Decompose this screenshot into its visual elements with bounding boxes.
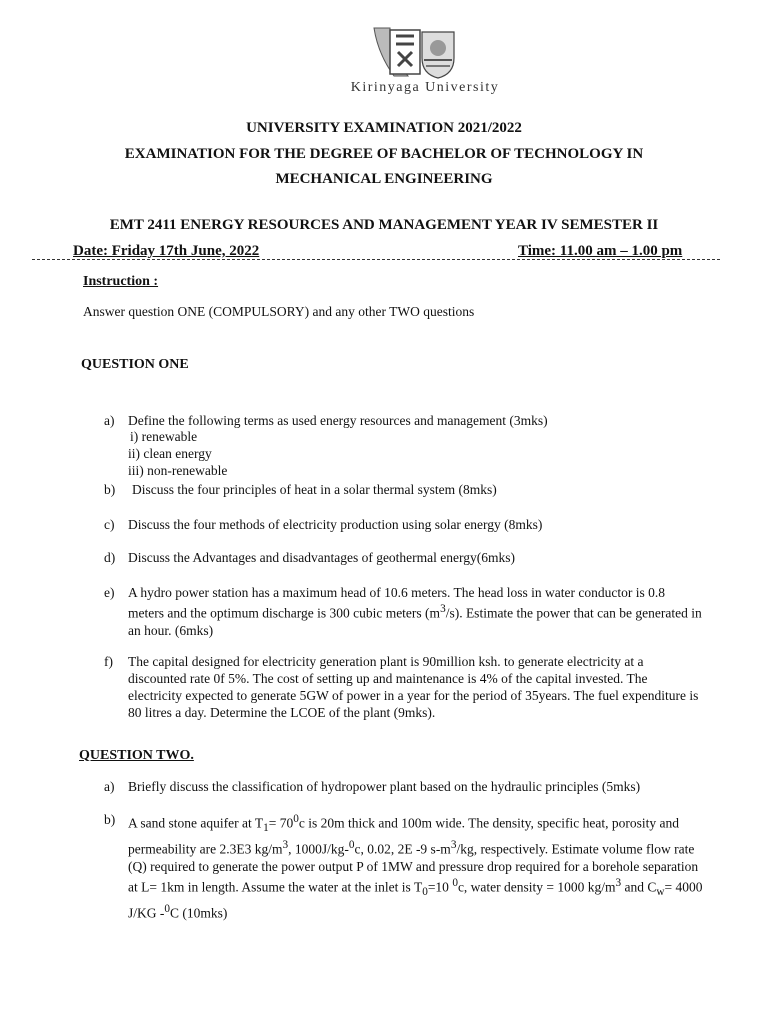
question-one-heading: QUESTION ONE: [81, 357, 189, 372]
item-label: e): [104, 585, 115, 600]
item-label: b): [104, 482, 116, 497]
item-text: Discuss the Advantages and disadvantages of geothermal energy(6mks): [128, 550, 516, 565]
degree-line-1: EXAMINATION FOR THE DEGREE OF BACHELOR OF TECHNOLOGY IN: [124, 146, 644, 162]
university-crest-icon: [368, 24, 460, 82]
item-text: The capital designed for electricity generation plant is 90million ksh. to generate electricity at a discounted rate 0f 5%. The cost of setting up and maintenance is 4% of the capital invested. The electricity expected to generate 5GW of power in a year for the period of 35years. The fuel expenditure is 80 litres a day. Determine the LCOE of the plant (9mks).: [128, 654, 699, 720]
item-label: f): [104, 654, 113, 669]
item-text: Discuss the four methods of electricity production using solar energy (8mks): [128, 517, 543, 532]
item-label: a): [104, 413, 115, 428]
exam-date: Date: Friday 17th June, 2022: [73, 243, 260, 259]
item-text: A sand stone aquifer at $T_1= 70^0c$ is 20m thick and 100m wide. The density, specific heat, porosity and permeability are 2.3E3 $kg/m^3$, 1000J/kg-$^0$c, 0.02, 2E -9 $s-m^3/kg$, respectively. Estimate volume flow rate (Q) required to generate the power output P of 1MW and pressure drop required for a borehole separation at L= 1km in length. Assume the water at the inlet is $T_0=10$ $^0$c, water density = 1000 $kg/m^3$ and $C_w= 4000$ J/KG -$^0$C (10mks): [128, 813, 703, 921]
item-label: a): [104, 779, 115, 794]
sub-item-renewable: i) renewable: [130, 429, 198, 444]
sub-item-clean-energy: ii) clean energy: [128, 446, 212, 461]
instruction-heading: Instruction :: [83, 274, 159, 289]
item-label: b): [104, 812, 116, 827]
exam-title: UNIVERSITY EXAMINATION 2021/2022: [246, 120, 522, 136]
header-divider: [32, 259, 720, 260]
item-text: Define the following terms as used energy resources and management (3mks): [128, 413, 548, 428]
exam-time: Time: 11.00 am – 1.00 pm: [518, 243, 683, 259]
sub-item-non-renewable: iii) non-renewable: [128, 463, 228, 478]
university-logo: [368, 24, 460, 82]
item-text: Discuss the four principles of heat in a solar thermal system (8mks): [132, 482, 497, 497]
item-text: A hydro power station has a maximum head of 10.6 meters. The head loss in water conductor is 0.8 meters and the optimum discharge is 300 cubic meters $(m^3/s)$. Estimate the power that can be generated in an hour. (6mks): [128, 585, 702, 638]
question-two-heading: QUESTION TWO.: [79, 748, 194, 763]
degree-line-2: MECHANICAL ENGINEERING: [275, 171, 493, 187]
university-name: Kirinyaga University: [350, 80, 500, 95]
instruction-text: Answer question ONE (COMPULSORY) and any other TWO questions: [83, 304, 475, 319]
course-title: EMT 2411 ENERGY RESOURCES AND MANAGEMENT YEAR IV SEMESTER II: [109, 217, 659, 233]
item-label: d): [104, 550, 116, 565]
item-label: c): [104, 517, 115, 532]
item-text: Briefly discuss the classification of hydropower plant based on the hydraulic principles (5mks): [128, 779, 641, 794]
